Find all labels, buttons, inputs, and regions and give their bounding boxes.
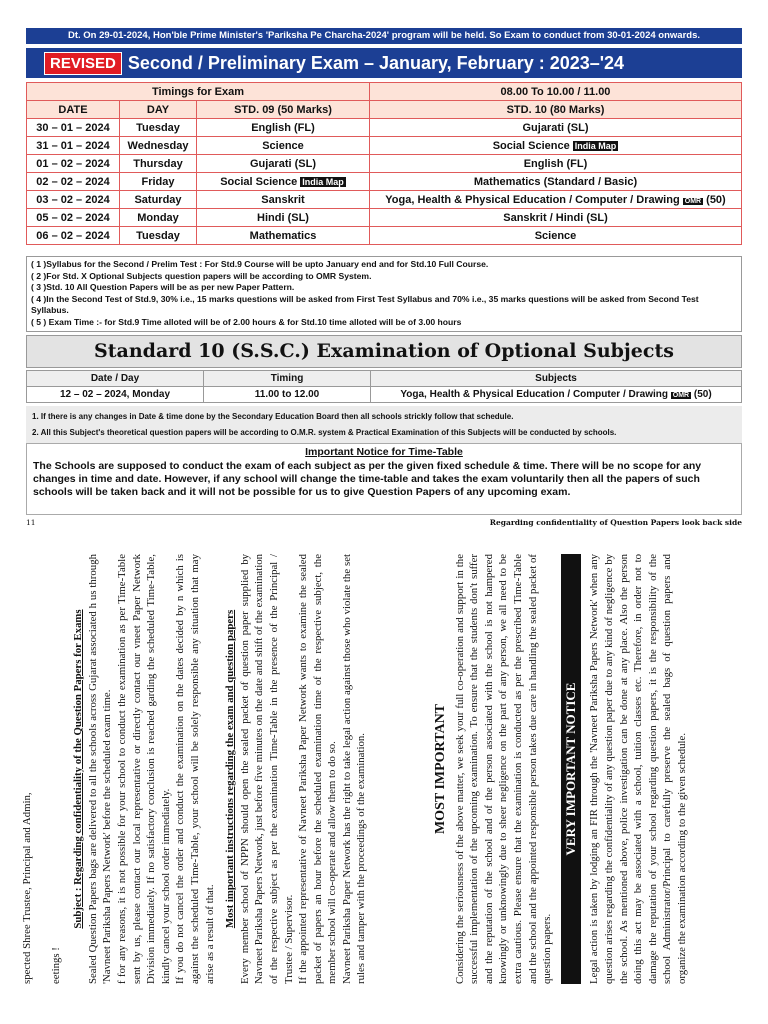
std9-cell <box>197 173 370 191</box>
std9-cell: English (FL) <box>197 119 370 137</box>
col-date: DATE <box>27 101 120 119</box>
exam-notes <box>26 256 742 332</box>
day-cell: Tuesday <box>120 227 197 245</box>
instructions-heading: Most important instructions regarding the exam and question papers <box>224 609 237 929</box>
timings-label: Timings for Exam <box>27 83 370 101</box>
notice-title: Important Notice for Time-Table <box>305 446 463 458</box>
top-notice-banner: Dt. On 29-01-2024, Hon'ble Prime Minister's 'Pariksha Pe Charcha-2024' program will be held. So Exam to conduct from 30-01-2024 onwards. <box>26 28 742 44</box>
table-row <box>27 137 742 155</box>
day-cell: Friday <box>120 173 197 191</box>
table-row <box>27 227 742 245</box>
marks-note: (50) <box>693 389 712 400</box>
std10-cell: Sanskrit / Hindi (SL) <box>370 209 742 227</box>
table-row <box>27 191 742 209</box>
date-cell: 02 – 02 – 2024 <box>27 173 120 191</box>
letter-subject: Subject : Regarding confidentiality of the Question Papers for Exams <box>72 609 85 929</box>
note-item: ( 5 ) Exam Time :- for Std.9 Time alloted will be of 2.00 hours & for Std.10 time alloted will be of 3.00 hours <box>31 316 462 327</box>
std9-subject: Social Science <box>220 175 298 188</box>
important-notice-box <box>26 443 742 515</box>
std10-cell: Gujarati (SL) <box>370 119 742 137</box>
date-cell: 05 – 02 – 2024 <box>27 209 120 227</box>
col-std10: STD. 10 (80 Marks) <box>370 101 742 119</box>
std10-cell: Mathematics (Standard / Basic) <box>370 173 742 191</box>
date-cell: 01 – 02 – 2024 <box>27 155 120 173</box>
day-cell: Monday <box>120 209 197 227</box>
optional-table <box>26 370 742 403</box>
std9-cell: Sanskrit <box>197 191 370 209</box>
omr-tag: OMR <box>672 392 690 399</box>
india-map-tag: India Map <box>574 140 617 151</box>
date-cell: 03 – 02 – 2024 <box>27 191 120 209</box>
salutation: spected Shree Trustee, Principal and Admin, <box>21 792 33 984</box>
date-cell: 30 – 01 – 2024 <box>27 119 120 137</box>
std10-cell: English (FL) <box>370 155 742 173</box>
col-date-day: Date / Day <box>27 371 204 387</box>
very-important-banner: VERY IMPORTANT NOTICE <box>561 554 582 984</box>
std9-cell: Science <box>197 137 370 155</box>
table-row <box>27 209 742 227</box>
optional-note: 1. If there is any changes in Date & time done by the Secondary Education Board then all schools strickly follow that schedule. <box>32 412 514 421</box>
india-map-tag: India Map <box>302 176 344 187</box>
table-row <box>27 155 742 173</box>
paragraph: Every member school of NPPN should open the sealed packet of question paper supplied by Navneet Pariksha Papers Network, just before five minutes on the date and shift of the examination of the respective subject as per the examination Time-Table in the presence of the Principal / Trustee / Supervisor. <box>238 554 295 984</box>
std9-cell: Mathematics <box>197 227 370 245</box>
paragraph: Sealed Question Papers bags are delivered to all the schools across Gujarat associated h us through 'Navneet Pariksha Papers Network' before the scheduled exam time. <box>86 554 114 984</box>
note-item: ( 3 )Std. 10 All Question Papers will be as per new Paper Pattern. <box>31 282 295 293</box>
std9-cell: Gujarati (SL) <box>197 155 370 173</box>
paragraph: Legal action is taken by lodging an FIR through the 'Navneet Pariksha Papers Network' when any question arises regarding the confidentiality of any question paper due to any kind of negligence by the school. As mentioned above, police investigation can be done at any place. Also the person doing this act may be associated with a school, tuition classes etc. Therefore, in order not to damage the reputation of your school regarding question papers, it is the responsibility of the school Administrator/Principal to carefully preserve the sealed bags of question papers and organize the examination according to the given schedule. <box>588 554 688 984</box>
day-cell: Wednesday <box>120 137 197 155</box>
date-day-cell: 12 – 02 – 2024, Monday <box>27 387 204 403</box>
note-item: ( 4 )In the Second Test of Std.9, 30% i.e., 15 marks questions will be asked from First Test Syllabus and 70% i.e., 35 marks questions will be asked from Second Test Syllabus. <box>31 293 699 316</box>
date-cell: 31 – 01 – 2024 <box>27 137 120 155</box>
day-cell: Thursday <box>120 155 197 173</box>
table-row <box>27 173 742 191</box>
omr-tag: OMR <box>684 197 702 205</box>
timing-cell: 11.00 to 12.00 <box>204 387 371 403</box>
std10-cell <box>370 191 742 209</box>
page-number: 11 <box>26 518 36 527</box>
revised-badge: REVISED <box>44 52 122 75</box>
std10-cell <box>370 137 742 155</box>
paragraph: f for any reasons, it is not possible for your school to conduct the examination as per Time-Table sent by us, please contact our local representative or directly contact our vneet Paper Network Division immediately. If no satisfactory conclusion is reached garding the scheduled Time-Table, kindly cancel your school order immediately. <box>115 554 172 984</box>
letter-column-2 <box>430 554 690 984</box>
greeting: eetings ! <box>49 947 62 984</box>
notice-body: The Schools are supposed to conduct the exam of each subject as per the given fixed schedule & time. There will be no scope for any changes in time and date. However, if any school will change the time-table and takes the exam voluntarily then all the papers of such schools will be taken back and it will not be possible for us to give Question Papers of any upcoming exam. <box>33 460 702 498</box>
optional-heading: Standard 10 (S.S.C.) Examination of Optional Subjects <box>26 335 742 368</box>
rotated-letter-section <box>0 548 768 1024</box>
subjects-cell <box>371 387 742 403</box>
paragraph: If the appointed representative of Navneet Pariksha Paper Network wants to examine the sealed packet of papers an hour before the scheduled examination time of the respective subject, the member school will co-operate and allow them to do so. <box>297 554 339 984</box>
subjects-text: Yoga, Health & Physical Education / Computer / Drawing <box>400 389 668 400</box>
paragraph: Considering the seriousness of the above matter, we seek your full co-operation and support in the successful implementation of the upcoming examination. To ensure that the students don't suffer and the reputation of the school and of the person associated with the school is not hampered knowingly or unknowingly due to sheer negligence on the part of any person, we all need to be extra cautious. Please ensure that the examination is conducted as per the prescribed Time-Table and the school and the appointed responsible person takes due care in handling the sealed packet of question papers. <box>453 554 554 984</box>
marks-note: (50) <box>706 193 726 206</box>
rotated-letter <box>0 548 768 1024</box>
col-subjects: Subjects <box>371 371 742 387</box>
day-cell: Tuesday <box>120 119 197 137</box>
day-cell: Saturday <box>120 191 197 209</box>
date-cell: 06 – 02 – 2024 <box>27 227 120 245</box>
table-row <box>27 119 742 137</box>
std9-cell: Hindi (SL) <box>197 209 370 227</box>
title-bar <box>26 48 742 78</box>
paragraph: Navneet Pariksha Paper Network has the right to take legal action against those who violate the set rules and tamper with the proceedings of the examination. <box>340 554 368 984</box>
footer-note: Regarding confidentiality of Question Papers look back side <box>489 518 742 527</box>
std10-subject: Social Science <box>492 139 570 152</box>
timetable <box>26 82 742 245</box>
std10-subject: Yoga, Health & Physical Education / Computer / Drawing <box>385 193 680 206</box>
exam-title: Second / Preliminary Exam – January, February : 2023–'24 <box>127 52 625 73</box>
optional-note: 2. All this Subject's theoretical question papers will be according to O.M.R. system & Practical Examination of this Subjects will be conducted by schools. <box>32 428 617 437</box>
note-item: ( 2 )For Std. X Optional Subjects question papers will be according to OMR System. <box>31 270 372 281</box>
table-row <box>27 387 742 403</box>
letter-column-1 <box>20 554 369 984</box>
optional-notes <box>26 406 742 444</box>
std10-cell: Science <box>370 227 742 245</box>
timings-value: 08.00 To 10.00 / 11.00 <box>370 83 742 101</box>
most-important-heading: MOST IMPORTANT <box>433 703 448 835</box>
col-timing: Timing <box>204 371 371 387</box>
col-std9: STD. 09 (50 Marks) <box>197 101 370 119</box>
paragraph: If you do not cancel the order and conduct the examination on the dates decided by n which is against the scheduled Time-Table, your school will be solely responsible any situation that may arise as a result of that. <box>174 554 216 984</box>
col-day: DAY <box>120 101 197 119</box>
note-item: ( 1 )Syllabus for the Second / Prelim Test : For Std.9 Course will be upto January end and for Std.10 Full Course. <box>31 259 489 269</box>
